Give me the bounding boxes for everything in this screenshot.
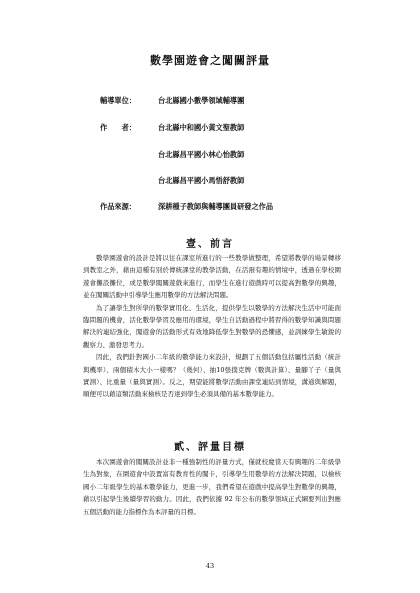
paragraph: 因此，我們針對國小二年級的數學能力來設計，規劃了五個活動包括屬性活動（統計與機率）、兩個積木大小一樣嗎？（幾何）、抽10張撲克牌（數與計算）、量腳丫子（量與實測）、比重量（量與實測）。反之，期望能將數學活動由課堂連結到情境，溝通與解題，順便可以藉這類活動來檢核是否達到學生必須具備的基本數學能力。 [83, 353, 341, 399]
document-title: 數學園遊會之闖關評量 [150, 54, 270, 67]
meta-value-unit: 台北縣國小數學領域輔導團 [158, 96, 245, 105]
meta-label-unit: 輔導單位： [100, 96, 136, 105]
meta-row-source [100, 202, 273, 212]
meta-row-author-2 [158, 150, 244, 160]
meta-label-author: 作 者： [100, 123, 136, 132]
paragraph: 本次園遊會的闖關設計並非一種強制性的評量方式，僅就校慶當天有興趣的二年級學生為對象，在園遊會中設置富有教育性的闖卡，引導學生用數學的方法解決問題，以檢核國小二年級學生的基本數學能力，更進一步，我們希望在遊戲中提高學生對數學的興趣，藉以引起學生後續學習的動力。因此，我們依據 92 年公布的數學領域正式綱要列出對應五個活動的能力指標作為本評量的目標。 [83, 458, 341, 516]
meta-label-source: 作品來源： [100, 202, 136, 211]
meta-value-author-2: 台北縣昌平國小林心怡教師 [158, 150, 245, 159]
section-heading-foreword: 壹、前言 [186, 239, 234, 250]
section-goals-body [83, 456, 341, 518]
meta-value-author-1: 台北縣中和國小黃文聖教師 [158, 123, 245, 132]
meta-row-unit [100, 96, 244, 106]
section-foreword-body [83, 252, 341, 401]
paragraph: 為了讓學生對所學的數學實用化、生活化，提供學生以數學的方法解決生活中可能面臨問題的機會，活化數學學習及應用的環境，學生自活動過程中將習得的數學知識與問題解決的連結強化，闖遊會的活動形式有效地降低學生對數學的恐懼感，並訓練學生敏銳的觀察力、激發思考力。 [83, 303, 341, 349]
meta-value-author-3: 台北縣昌平國小馬悟舒教師 [158, 176, 245, 185]
meta-value-source: 深耕種子教師與輔導團員研發之作品 [158, 202, 274, 211]
meta-row-author-3 [158, 176, 244, 186]
meta-row-author-1 [100, 123, 244, 133]
section-heading-goals: 貳、評量目標 [174, 442, 246, 453]
paragraph: 數學園遊會的設計是將以往在課室所進行的一些教學做整理，希望將教學的場景轉移到教室之外，藉由這種有別於傳統課堂的教學活動，在活潑有趣的情境中，透過在學校園遊會攤設攤位，或是數學闖關遊戲來進行，而學生在進行遊戲時可以提高對數學的興趣，並在闖關活動中引導學生應用數學的方法解決問題。 [83, 254, 341, 300]
page-number: 43 [205, 562, 215, 570]
